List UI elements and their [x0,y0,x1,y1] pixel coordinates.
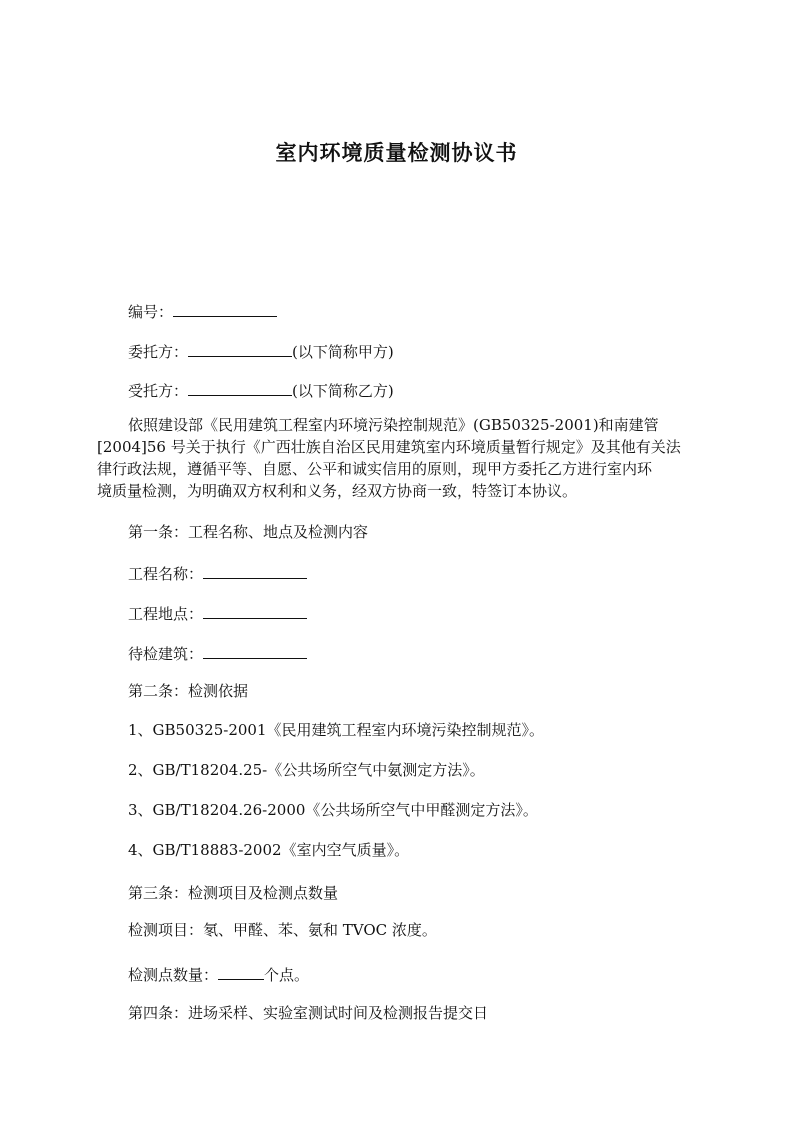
building-blank [203,642,307,659]
document-title: 室内环境质量检测协议书 [275,141,518,165]
article3-heading: 第三条：检测项目及检测点数量 [128,884,339,902]
standard-item: 1、GB50325-2001《民用建筑工程室内环境污染控制规范》。 [128,721,545,739]
client-line [128,340,394,362]
points-label: 检测点数量： [128,966,219,984]
article1-heading: 第一条：工程名称、地点及检测内容 [128,523,369,541]
contractor-line [128,379,394,401]
building-label: 待检建筑： [128,645,204,663]
contractor-suffix: (以下简称乙方) [292,382,394,400]
article2-heading: 第二条：检测依据 [128,682,249,700]
serial-number-blank [173,300,277,317]
contractor-blank [188,379,292,396]
serial-number-label: 编号： [128,303,174,321]
project-name-blank [203,562,307,579]
client-label: 委托方： [128,343,189,361]
project-name-label: 工程名称： [128,565,204,583]
intro-line: 境质量检测，为明确双方权利和义务，经双方协商一致，特签订本协议。 [97,482,578,500]
article4-heading: 第四条：进场采样、实验室测试时间及检测报告提交日 [128,1004,489,1022]
client-blank [188,340,292,357]
points-suffix: 个点。 [264,966,310,984]
project-name-line [128,562,307,584]
client-suffix: (以下简称甲方) [292,343,394,361]
standard-item: 4、GB/T18883-2002《室内空气质量》。 [128,841,410,859]
intro-line: 依照建设部《民用建筑工程室内环境污染控制规范》(GB50325-2001)和南建管 [128,416,659,434]
contractor-label: 受托方： [128,382,189,400]
intro-line: [2004]56 号关于执行《广西壮族自治区民用建筑室内环境质量暂行规定》及其他有关法 [97,438,681,456]
standard-item: 2、GB/T18204.25-《公共场所空气中氨测定方法》。 [128,761,485,779]
building-line [128,642,307,664]
serial-number-line [128,300,277,322]
intro-paragraph [97,414,697,502]
project-location-label: 工程地点： [128,605,204,623]
project-location-blank [203,602,307,619]
standard-item: 3、GB/T18204.26-2000《公共场所空气中甲醛测定方法》。 [128,801,538,819]
points-line [128,963,309,985]
project-location-line [128,602,307,624]
items-text: 检测项目：氡、甲醛、苯、氨和 TVOC 浓度。 [128,921,437,939]
points-blank [218,963,264,980]
intro-line: 律行政法规，遵循平等、自愿、公平和诚实信用的原则，现甲方委托乙方进行室内环 [97,460,653,478]
